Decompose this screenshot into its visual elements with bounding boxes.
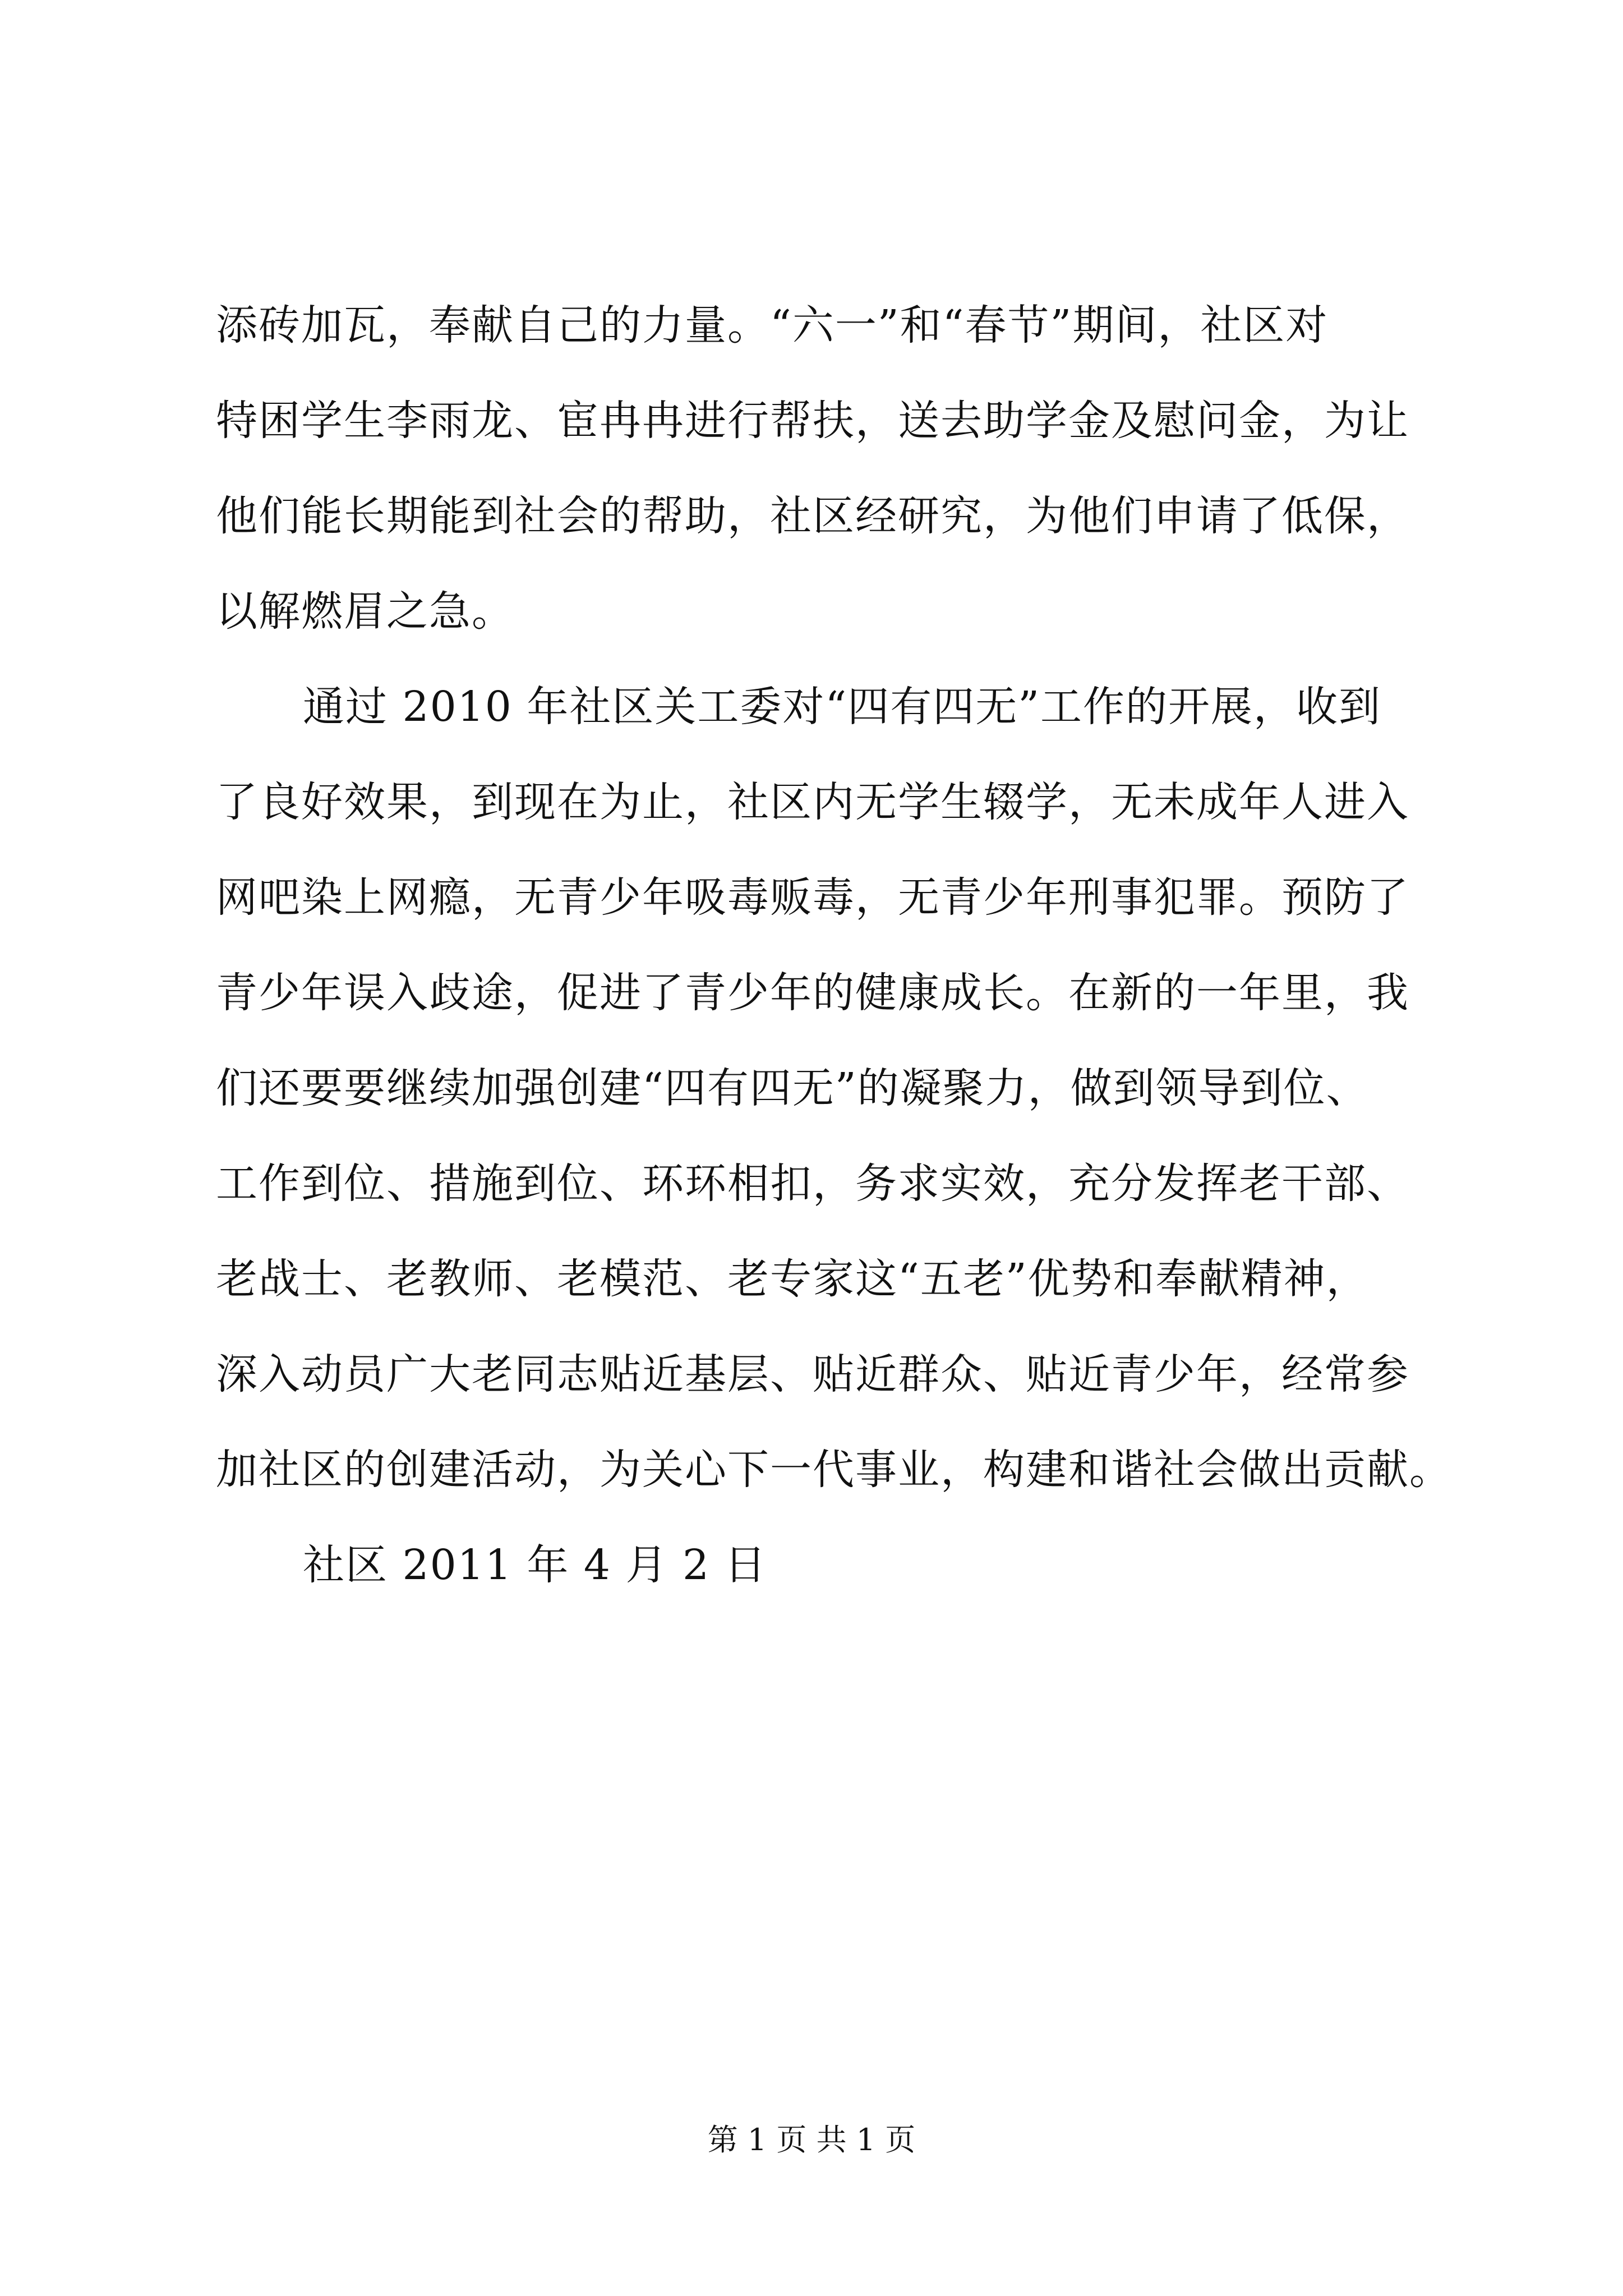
paragraph-2-line-4: 青少年误入歧途，促进了青少年的健康成长。在新的一年里，我 <box>216 969 1409 1017</box>
paragraph-2-line-3: 网吧染上网瘾，无青少年吸毒贩毒，无青少年刑事犯罪。预防了 <box>216 873 1409 922</box>
paragraph-2-line-7: 老战士、老教师、老模范、老专家这“五老”优势和奉献精神， <box>216 1255 1369 1303</box>
paragraph-1-line-2: 特困学生李雨龙、宦冉冉进行帮扶，送去助学金及慰问金，为让 <box>216 397 1409 445</box>
paragraph-2-line-9: 加社区的创建活动，为关心下一代事业，构建和谐社会做出贡献。 <box>216 1446 1452 1494</box>
paragraph-2-line-6: 工作到位、措施到位、环环相扣，务求实效，充分发挥老干部、 <box>216 1159 1409 1208</box>
paragraph-2-line-2: 了良好效果，到现在为止，社区内无学生辍学，无未成年人进入 <box>216 778 1409 826</box>
paragraph-1-line-3: 他们能长期能到社会的帮助，社区经研究，为他们申请了低保， <box>216 492 1409 540</box>
signature-date-line: 社区 2011 年 4 月 2 日 <box>303 1541 767 1589</box>
paragraph-2-line-5: 们还要要继续加强创建“四有四无”的凝聚力，做到领导到位、 <box>216 1064 1369 1112</box>
paragraph-1-line-1: 添砖加瓦，奉献自己的力量。“六一”和“春节”期间，社区对 <box>216 301 1329 349</box>
paragraph-2-line-1: 通过 2010 年社区关工委对“四有四无”工作的开展，收到 <box>303 683 1382 731</box>
paragraph-1-line-4: 以解燃眉之急。 <box>216 587 514 636</box>
page-footer: 第 1 页 共 1 页 <box>707 2122 916 2157</box>
paragraph-2-line-8: 深入动员广大老同志贴近基层、贴近群众、贴近青少年，经常参 <box>216 1350 1409 1398</box>
